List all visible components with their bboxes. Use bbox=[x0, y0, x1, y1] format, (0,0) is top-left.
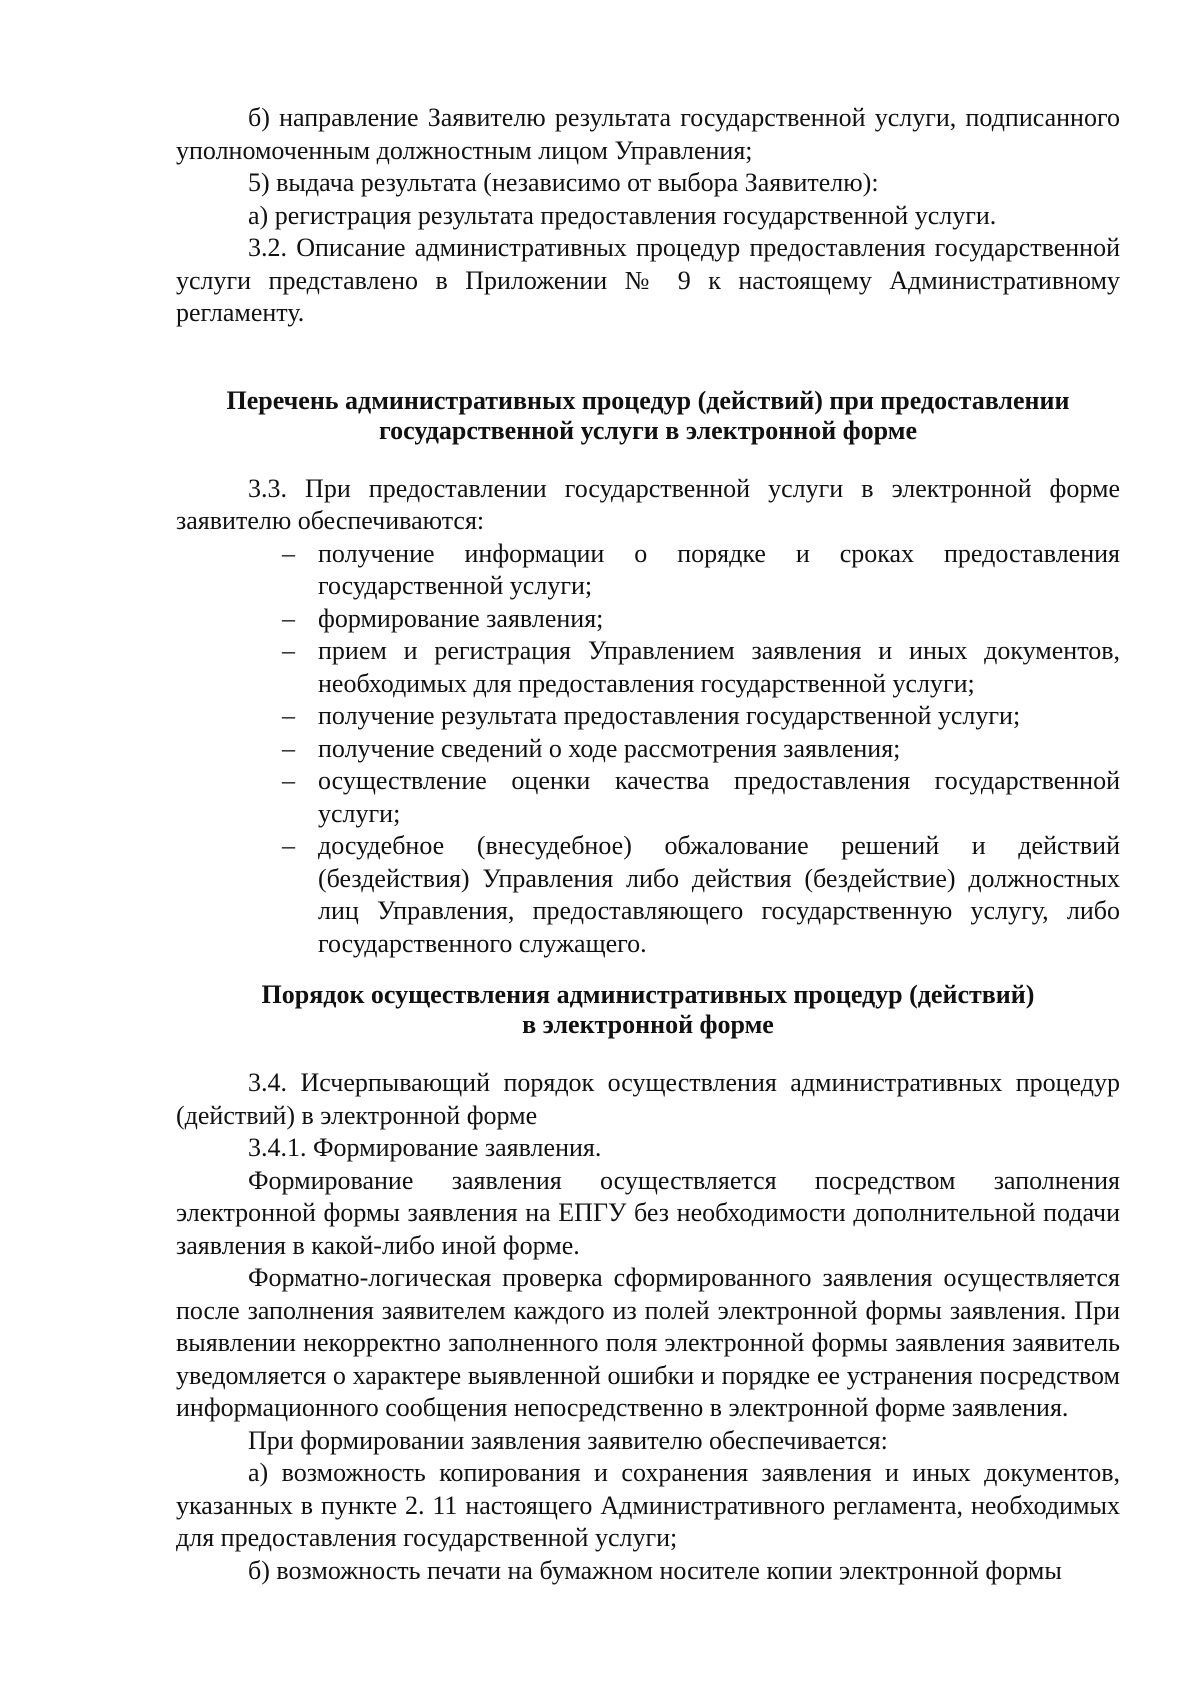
list-item-text: получение сведений о ходе рассмотрения заявления; bbox=[318, 733, 901, 763]
dash-marker: – bbox=[282, 636, 295, 665]
paragraph-result-issue: 5) выдача результата (независимо от выбора Заявителю): bbox=[248, 168, 879, 197]
dash-marker: – bbox=[282, 766, 295, 795]
paragraph-result-direction: б) направление Заявителю результата государственной услуги, подписанного уполномоченным должностным лицом Управления; bbox=[176, 103, 1120, 165]
paragraph-3-3: 3.3. При предоставлении государственной услуги в электронной форме заявителю обеспечиваются: bbox=[176, 473, 1120, 535]
paragraph-provisions-intro: При формировании заявления заявителю обеспечивается: bbox=[248, 1425, 888, 1455]
dash-marker: – bbox=[282, 831, 295, 860]
paragraph-copy-save: а) возможность копирования и сохранения заявления и иных документов, указанных в пункте 2. 11 настоящего Административного регламента, необходимых для предоставления государственной услуги; bbox=[176, 1458, 1120, 1552]
document-page bbox=[176, 102, 1120, 1587]
list-item bbox=[282, 635, 1120, 700]
list-item bbox=[282, 538, 1120, 603]
list-item-text: формирование заявления; bbox=[318, 603, 604, 633]
paragraph-3-2: 3.2. Описание административных процедур предоставления государственной услуги представлено в Приложении № 9 к настоящему Административному регламенту. bbox=[176, 233, 1120, 327]
paragraph-3-4-1: 3.4.1. Формирование заявления. bbox=[248, 1133, 602, 1162]
dash-marker: – bbox=[282, 538, 295, 568]
list-item bbox=[282, 603, 1120, 636]
list-item-text: получение информации о порядке и сроках предоставления государственной услуги; bbox=[318, 538, 1120, 600]
paragraph-3-4: 3.4. Исчерпывающий порядок осуществления административных процедур (действий) в электронной форме bbox=[176, 1068, 1120, 1130]
list-item-text: осуществление оценки качества предоставления государственной услуги; bbox=[318, 766, 1120, 828]
paragraph-result-registration: а) регистрация результата предоставления государственной услуги. bbox=[248, 200, 997, 230]
dash-marker: – bbox=[282, 603, 295, 633]
paragraph-print: б) возможность печати на бумажном носителе копии электронной формы bbox=[248, 1555, 1062, 1585]
list-item-text: прием и регистрация Управлением заявления и иных документов, необходимых для предоставления государственной услуги; bbox=[318, 636, 1120, 698]
paragraph-format-check: Форматно-логическая проверка сформированного заявления осуществляется после заполнения заявителем каждого из полей электронной формы заявления. При выявлении некорректно заполненного поля электронной формы заявления заявитель уведомляется о характере выявленной ошибки и порядке ее устранения посредством информационного сообщения непосредственно в электронной форме заявления. bbox=[176, 1263, 1120, 1422]
heading-line: Порядок осуществления административных процедур (действий) bbox=[261, 980, 1035, 1009]
list-item bbox=[282, 733, 1120, 766]
dash-marker: – bbox=[282, 733, 295, 763]
section-heading-procedures-list: Перечень административных процедур (действий) при предоставлении государственной услуги в электронной форме bbox=[226, 385, 1070, 445]
section-heading-procedures-order bbox=[176, 980, 1120, 1040]
heading-line: в электронной форме bbox=[522, 1010, 774, 1039]
list-item bbox=[282, 830, 1120, 960]
list-item bbox=[282, 765, 1120, 830]
dash-marker: – bbox=[282, 701, 295, 730]
list-item bbox=[282, 700, 1120, 733]
electronic-service-list bbox=[176, 538, 1120, 961]
list-item-text: получение результата предоставления государственной услуги; bbox=[318, 701, 1021, 730]
paragraph-form-filling: Формирование заявления осуществляется посредством заполнения электронной формы заявления на ЕПГУ без необходимости дополнительной подачи заявления в какой-либо иной форме. bbox=[176, 1165, 1120, 1260]
list-item-text: досудебное (внесудебное) обжалование решений и действий (бездействия) Управления либо действия (бездействие) должностных лиц Управления, предоставляющего государственную услугу, либо государственного служащего. bbox=[318, 831, 1120, 958]
